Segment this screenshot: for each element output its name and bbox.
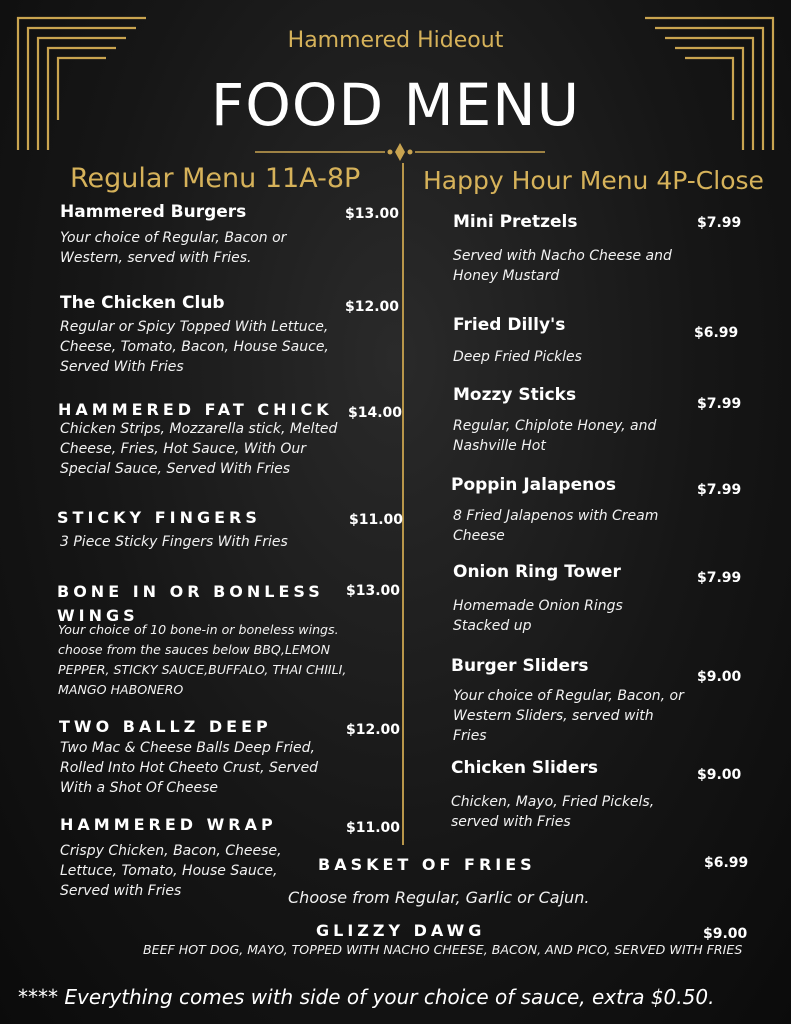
footer-note: **** Everything comes with side of your choice of sauce, extra $0.50.: [18, 985, 715, 1009]
item-description: Your choice of Regular, Bacon or Western, served with Fries.: [60, 230, 287, 266]
item-description: Crispy Chicken, Bacon, Cheese, Lettuce, Tomato, House Sauce, Served with Fries: [60, 843, 282, 899]
item-price: $12.00: [345, 299, 400, 315]
item-price: $9.00: [697, 669, 742, 685]
regular-menu-heading: Regular Menu 11A-8P: [70, 163, 361, 194]
item-description: Choose from Regular, Garlic or Cajun.: [288, 888, 590, 907]
item-description: Regular or Spicy Topped With Lettuce, Cheese, Tomato, Bacon, House Sauce, Served With Fries: [60, 319, 329, 375]
page-title: FOOD MENU: [210, 71, 581, 139]
item-description: Chicken Strips, Mozzarella stick, Melted Cheese, Fries, Hot Sauce, With Our Special Sauce, Served With Fries: [60, 421, 338, 477]
item-description: 3 Piece Sticky Fingers With Fries: [60, 534, 288, 550]
item-name: Burger Sliders: [451, 656, 589, 676]
restaurant-name: Hammered Hideout: [287, 28, 504, 53]
item-description: Your choice of 10 bone-in or boneless wings. choose from the sauces below BBQ,LEMON PEPPER, STICKY SAUCE,BUFFALO, THAI CHIILI, MANGO HABONERO: [58, 622, 347, 697]
happy-hour-heading: Happy Hour Menu 4P-Close: [423, 166, 764, 195]
item-price: $7.99: [697, 570, 742, 586]
item-description: Deep Fried Pickles: [453, 349, 582, 365]
item-description: Homemade Onion Rings Stacked up: [453, 598, 623, 634]
item-price: $11.00: [349, 512, 404, 528]
item-description: Chicken, Mayo, Fried Pickels, served with Fries: [451, 794, 655, 830]
item-price: $11.00: [346, 820, 401, 836]
item-description: 8 Fried Jalapenos with Cream Cheese: [453, 508, 659, 544]
item-price: $7.99: [697, 482, 742, 498]
item-name: HAMMERED FAT CHICK: [58, 400, 333, 419]
item-description: Regular, Chiplote Honey, and Nashville Hot: [453, 418, 657, 454]
item-price: $9.00: [697, 767, 742, 783]
divider-ornament: [255, 140, 545, 164]
item-description: Your choice of Regular, Bacon, or Western Sliders, served with Fries: [453, 688, 684, 744]
item-name: Fried Dilly's: [453, 315, 566, 335]
item-name: The Chicken Club: [60, 293, 225, 313]
item-price: $13.00: [346, 583, 401, 599]
item-name: Poppin Jalapenos: [451, 475, 617, 495]
item-price: $6.99: [694, 325, 739, 341]
item-price: $9.00: [703, 926, 748, 942]
item-name: Chicken Sliders: [451, 758, 598, 778]
item-price: $6.99: [704, 855, 749, 871]
item-name: BONE IN OR BONLESS WINGS: [57, 582, 324, 625]
item-name: Hammered Burgers: [60, 202, 247, 222]
item-name: BASKET OF FRIES: [318, 855, 536, 874]
item-name: Mozzy Sticks: [453, 385, 577, 405]
item-description: Served with Nacho Cheese and Honey Mustard: [453, 248, 672, 284]
item-name: STICKY FINGERS: [57, 508, 261, 527]
item-name: Mini Pretzels: [453, 212, 578, 232]
item-price: $7.99: [697, 215, 742, 231]
item-price: $13.00: [345, 206, 400, 222]
column-divider: [402, 163, 404, 845]
item-name: Onion Ring Tower: [453, 562, 621, 582]
item-price: $12.00: [346, 722, 401, 738]
item-description: BEEF HOT DOG, MAYO, TOPPED WITH NACHO CHEESE, BACON, AND PICO, SERVED WITH FRIES: [143, 942, 743, 957]
item-name: HAMMERED WRAP: [60, 815, 277, 834]
item-price: $14.00: [348, 405, 403, 421]
item-price: $7.99: [697, 396, 742, 412]
item-name: GLIZZY DAWG: [316, 921, 486, 940]
item-name: TWO BALLZ DEEP: [59, 717, 272, 736]
item-description: Two Mac & Cheese Balls Deep Fried, Rolled Into Hot Cheeto Crust, Served With a Shot Of Cheese: [60, 740, 319, 796]
